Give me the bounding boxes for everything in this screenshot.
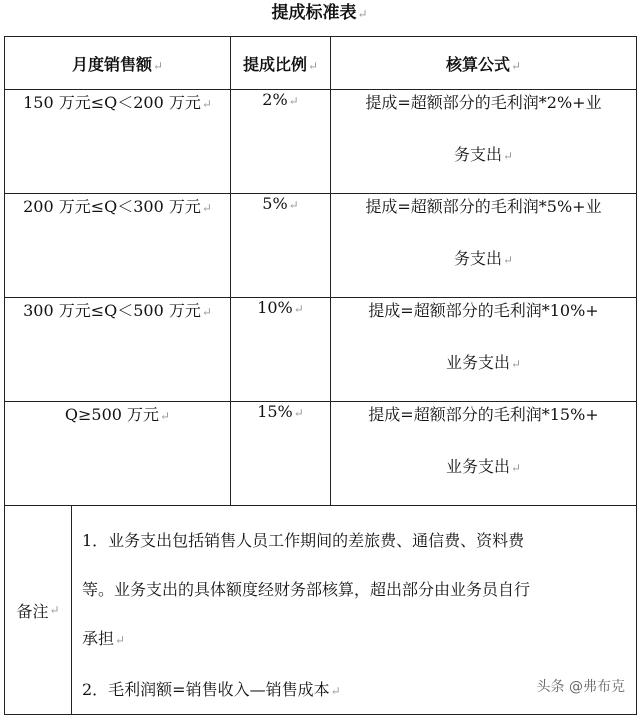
header-formula: 核算公式↵ xyxy=(331,37,637,90)
formula-cell: 提成=超额部分的毛利润*2%+业 务支出↵ xyxy=(331,90,637,194)
rate-cell: 10%↵ xyxy=(231,298,331,402)
notes-label: 备注 ↵ xyxy=(5,506,72,714)
commission-table xyxy=(4,36,637,715)
sales-range-cell: Q≥500 万元↵ xyxy=(5,402,231,506)
paragraph-mark-icon: ↵ xyxy=(357,7,367,21)
rate-cell: 5%↵ xyxy=(231,194,331,298)
header-row xyxy=(5,37,637,90)
table-row xyxy=(5,402,637,506)
formula-cell: 提成=超额部分的毛利润*10%+ 业务支出↵ xyxy=(331,298,637,402)
note-line: 1．业务支出包括销售人员工作期间的差旅费、通信费、资料费 xyxy=(82,516,630,565)
note-line: 承担↵ xyxy=(82,614,630,665)
note-line: 2．毛利润额=销售收入—销售成本↵ xyxy=(82,665,630,716)
table-title-text: 提成标准表 xyxy=(271,3,356,23)
table-row xyxy=(5,90,637,194)
header-commission-rate: 提成比例↵ xyxy=(231,37,331,90)
sales-range-cell: 200 万元≤Q＜300 万元↵ xyxy=(5,194,231,298)
table-row xyxy=(5,194,637,298)
formula-cell: 提成=超额部分的毛利润*5%+业 务支出↵ xyxy=(331,194,637,298)
table-title xyxy=(0,2,639,25)
sales-range-cell: 150 万元≤Q＜200 万元↵ xyxy=(5,90,231,194)
header-monthly-sales: 月度销售额↵ xyxy=(5,37,231,90)
formula-cell: 提成=超额部分的毛利润*15%+ 业务支出↵ xyxy=(331,402,637,506)
table-row xyxy=(5,298,637,402)
note-line: 等。业务支出的具体额度经财务部核算，超出部分由业务员自行 xyxy=(82,565,630,614)
rate-cell: 2%↵ xyxy=(231,90,331,194)
sales-range-cell: 300 万元≤Q＜500 万元↵ xyxy=(5,298,231,402)
rate-cell: 15%↵ xyxy=(231,402,331,506)
watermark: 头条 @弗布克 xyxy=(537,676,625,696)
